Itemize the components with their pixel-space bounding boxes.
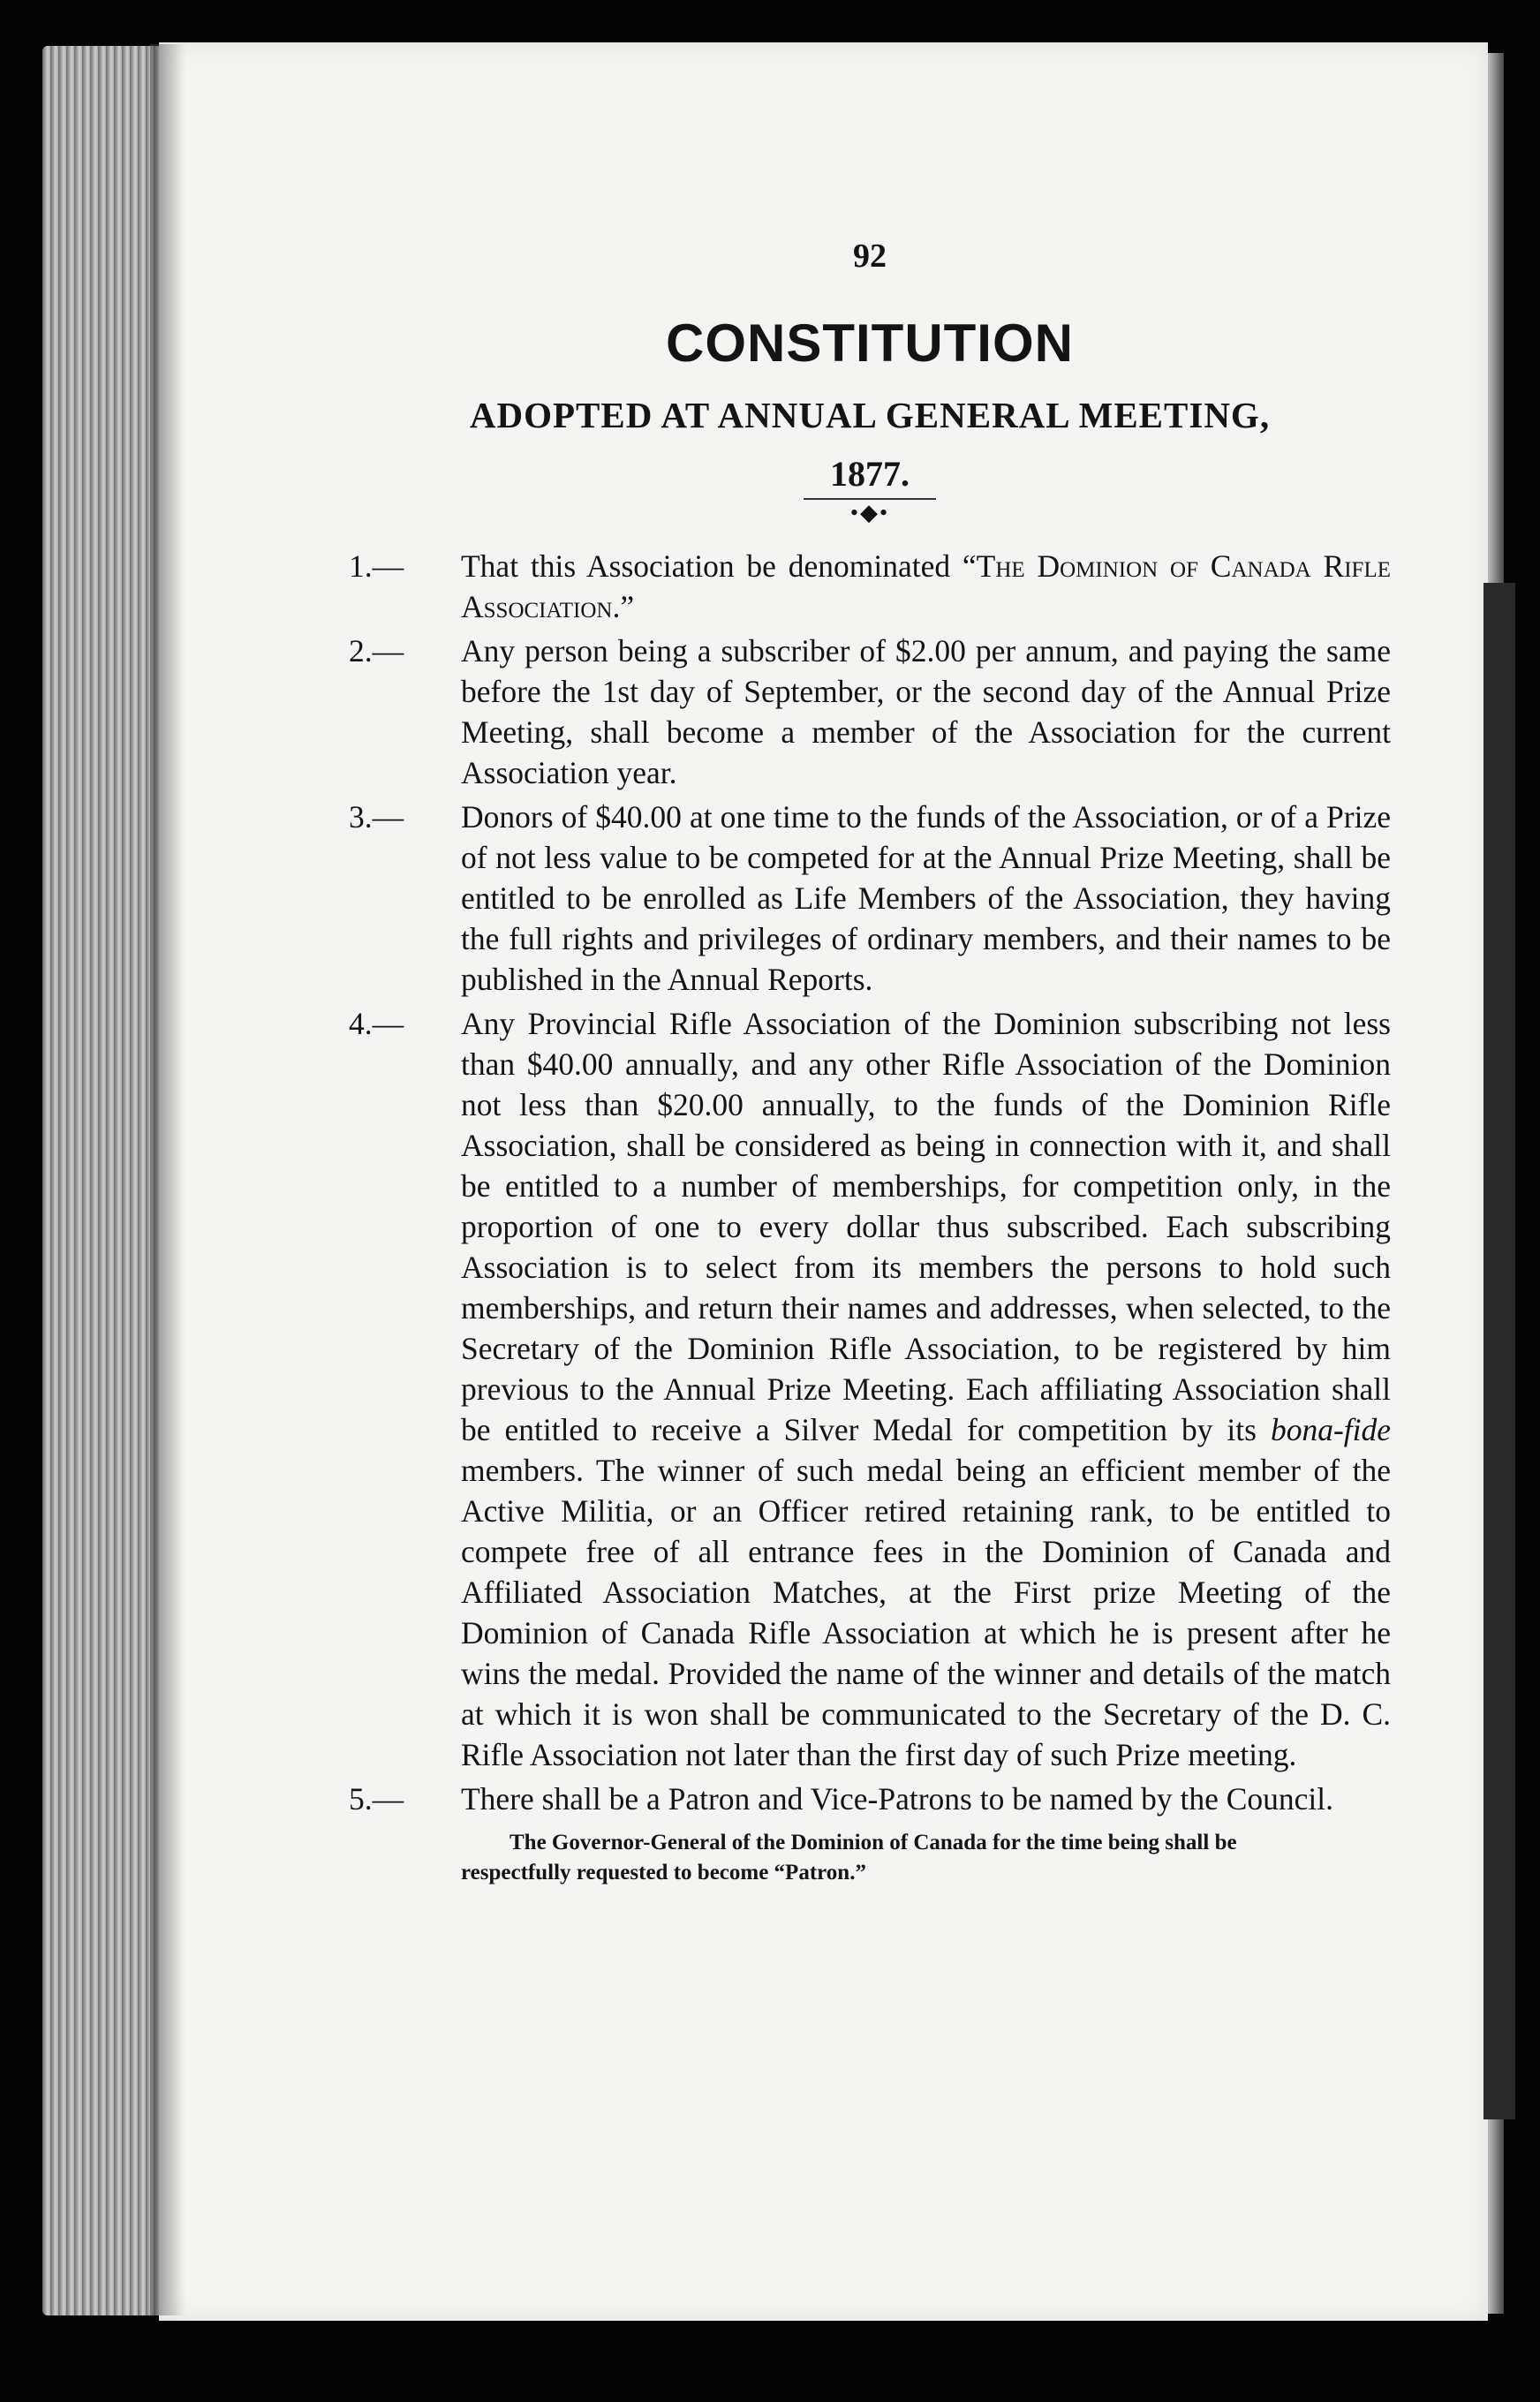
article-text-part: .”	[612, 589, 635, 624]
article-3	[349, 797, 1391, 1000]
page-subtitle: ADOPTED AT ANNUAL GENERAL MEETING,	[469, 395, 1271, 435]
article-number: 3.—	[349, 799, 404, 835]
article-4	[349, 1003, 1391, 1775]
page-number: 92	[853, 238, 887, 275]
article-text	[461, 546, 1391, 627]
article-text-part: members. The winner of such medal being an efficient member of the Active Militia, or an Officer retired retaining rank, to be entitled to compete free of all entrance fees in the Dominion of Canada and Affiliated Association Matches, at the First prize Meeting of the Dominion of Canada Rifle Association at which he is present after he wins the medal. Provided the name of the winner and details of the match at which it is won shall be communicated to the Secretary of the D. C. Rifle Association not later than the first day of such Prize meeting.	[461, 1453, 1391, 1772]
article-text: Any person being a subscriber of $2.00 per annum, and paying the same before the 1st day of September, or the second day of the Annual Prize Meeting, shall become a member of the Association for the current Association year.	[461, 633, 1391, 790]
year-heading: 1877.	[830, 454, 910, 494]
spine-shadow	[150, 44, 185, 2315]
patron-note	[461, 1828, 1391, 1888]
note-line: respectfully requested to become “Patron.”	[461, 1861, 866, 1885]
article-text-part: That this Association be denominated “	[461, 548, 977, 584]
article-text: Donors of $40.00 at one time to the funds of the Association, or of a Prize of not less value to be competed for at the Annual Prize Meeting, shall be entitled to be enrolled as Life Members of the Association, they having the full rights and privileges of ordinary members, and their names to be published in the Annual Reports.	[461, 799, 1391, 997]
article-number: 5.—	[349, 1781, 404, 1817]
association-name: The Dominion of Canada Rifle Association	[461, 548, 1391, 624]
article-text	[461, 1003, 1391, 1775]
article-2	[349, 631, 1391, 793]
note-line: The Governor-General of the Dominion of Canada for the time being shall be	[510, 1831, 1237, 1854]
article-number: 2.—	[349, 633, 404, 668]
italic-term: bona-fide	[1270, 1412, 1391, 1447]
article-text-part: Any Provincial Rifle Association of the Dominion subscribing not less than $40.00 annually, and any other Rifle Association of the Dominion not less than $20.00 annually, to the funds of the Dominion Rifle Association, shall be considered as being in connection with it, and shall be entitled to a number of memberships, for competition only, in the proportion of one to every dollar thus subscribed. Each subscribing Association is to select from its members the persons to hold such memberships, and return their names and addresses, when selected, to the Secretary of the Dominion Rifle Association, to be registered by him previous to the Annual Prize Meeting. Each affiliating Association shall be entitled to receive a Silver Medal for competition by its	[461, 1006, 1391, 1447]
article-number: 4.—	[349, 1006, 404, 1041]
page-title: CONSTITUTION	[666, 313, 1074, 373]
article-number: 1.—	[349, 548, 404, 584]
right-dark-edge	[1483, 583, 1515, 2119]
article-text: There shall be a Patron and Vice-Patrons to be named by the Council.	[461, 1781, 1333, 1817]
article-5	[349, 1779, 1391, 1819]
ornament-divider: •◆•	[349, 498, 1391, 526]
article-1	[349, 546, 1391, 627]
page-content	[349, 221, 1391, 1888]
